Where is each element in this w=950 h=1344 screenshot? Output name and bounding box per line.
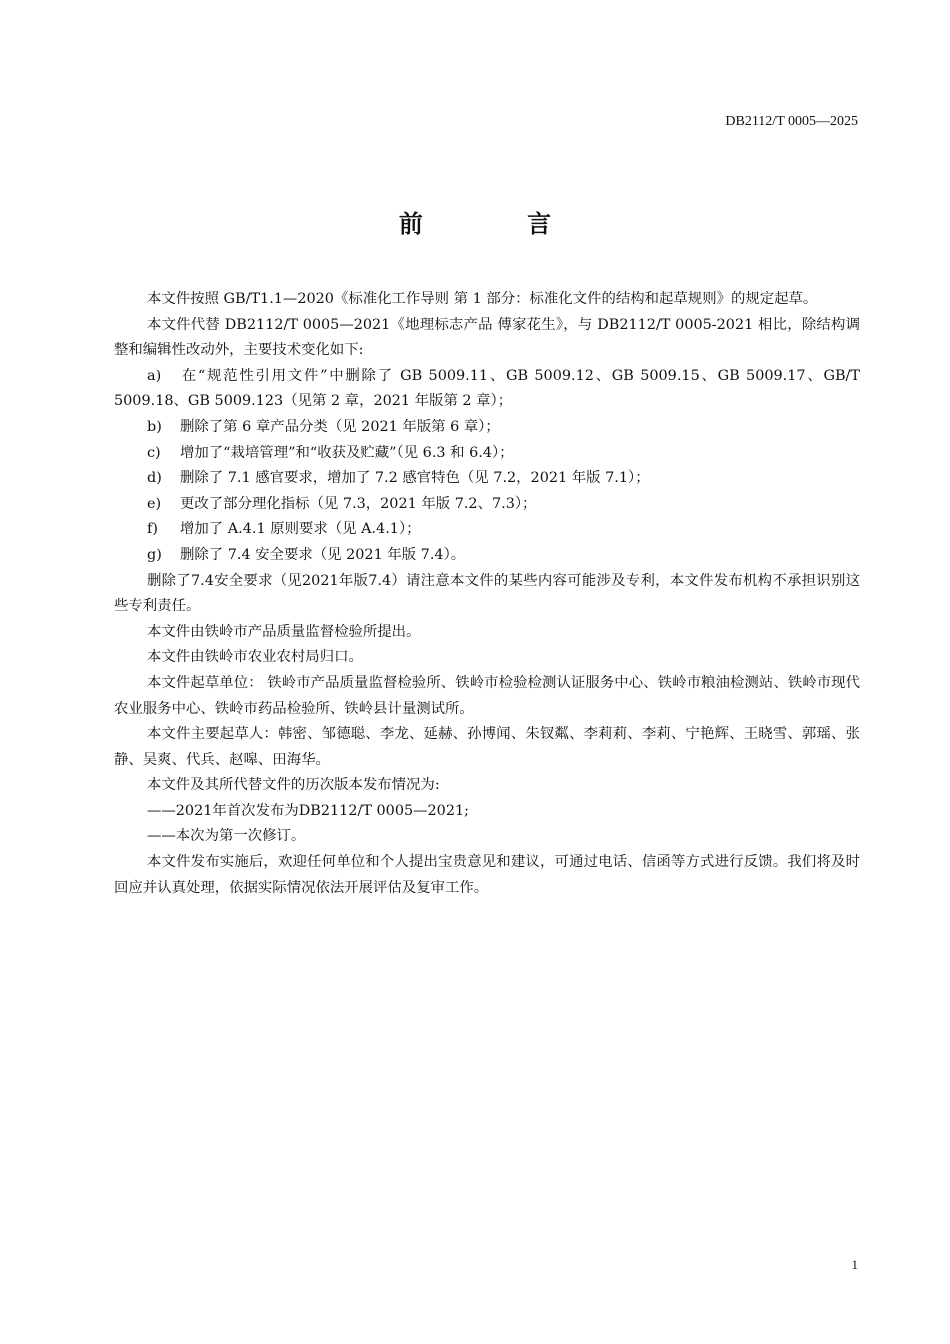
paragraph-patent-notice: 删除了7.4安全要求（见2021年版7.4）请注意本文件的某些内容可能涉及专利，本文件发布机构不承担识别这些专利责任。: [114, 572, 860, 615]
page-number: 1: [851, 1257, 858, 1272]
change-item-e: [114, 492, 860, 518]
change-item-marker: f): [147, 521, 158, 538]
change-item-text: 增加了 A.4.1 原则要求（见 A.4.1）；: [180, 521, 421, 538]
paragraph-feedback: 本文件发布实施后，欢迎任何单位和个人提出宝贵意见和建议，可通过电话、信函等方式进行反馈。我们将及时回应并认真处理，依据实际情况依法开展评估及复审工作。: [114, 854, 860, 896]
version-history-item: ——本次为第一次修订。: [147, 828, 306, 845]
page-title: 前 言: [398, 210, 600, 238]
change-item-marker: d): [147, 470, 162, 487]
change-item-text: 更改了部分理化指标（见 7.3，2021 年版 7.2、7.3）；: [180, 495, 537, 512]
paragraph-administrator: 本文件由铁岭市农业农村局归口。: [147, 649, 363, 666]
change-item-a: [114, 364, 860, 415]
change-item-c: [114, 441, 860, 467]
change-item-marker: c): [147, 444, 161, 461]
change-item-marker: a): [147, 367, 162, 384]
paragraph-proposer: 本文件由铁岭市产品质量监督检验所提出。: [147, 623, 421, 640]
change-item-f: [114, 517, 860, 543]
change-item-text: 删除了 7.4 安全要求（见 2021 年版 7.4）。: [180, 546, 466, 563]
paragraph-drafters: 本文件主要起草人：韩密、邹德聪、李龙、延赫、孙博闻、朱钗粼、李莉莉、李莉、宁艳辉、王晓雪、郭瑶、张静、吴爽、代兵、赵嗥、田海华。: [114, 726, 860, 768]
document-body: [114, 287, 860, 901]
version-history-item: ——2021年首次发布为DB2112/T 0005—2021;: [147, 802, 469, 819]
paragraph-drafting-units: 本文件起草单位： 铁岭市产品质量监督检验所、铁岭市检验检测认证服务中心、铁岭市粮油检测站、铁岭市现代农业服务中心、铁岭市药品检验所、铁岭县计量测试所。: [114, 674, 860, 717]
change-item-text: 在“规范性引用文件”中删除了 GB 5009.11、GB 5009.12、GB 5009.15、GB 5009.17、GB/T 5009.18、GB 5009.123（见第 2 章，2021 年版第 2 章）；: [114, 367, 860, 410]
change-item-marker: e): [147, 495, 162, 512]
change-item-text: 删除了第 6 章产品分类（见 2021 年版第 6 章）；: [180, 418, 500, 435]
paragraph-replacement: 本文件代替 DB2112/T 0005—2021《地理标志产品 傅家花生》，与 DB2112/T 0005-2021 相比，除结构调整和编辑性改动外，主要技术变化如下:: [114, 316, 860, 359]
paragraph-version-history: 本文件及其所代替文件的历次版本发布情况为:: [147, 777, 440, 794]
change-item-marker: g): [147, 546, 162, 563]
change-item-b: [114, 415, 860, 441]
change-item-marker: b): [147, 418, 162, 435]
paragraph-drafting-rules: 本文件按照 GB/T1.1—2020《标准化工作导则 第 1 部分：标准化文件的结构和起草规则》的规定起草。: [147, 291, 818, 307]
document-code: DB2112/T 0005—2025: [725, 114, 858, 129]
change-item-g: [114, 543, 860, 569]
change-item-d: [114, 466, 860, 492]
change-item-text: 增加了“栽培管理”和“收获及贮藏”（见 6.3 和 6.4）；: [180, 444, 514, 461]
change-item-text: 删除了 7.1 感官要求，增加了 7.2 感官特色（见 7.2，2021 年版 7.1）；: [180, 470, 650, 487]
